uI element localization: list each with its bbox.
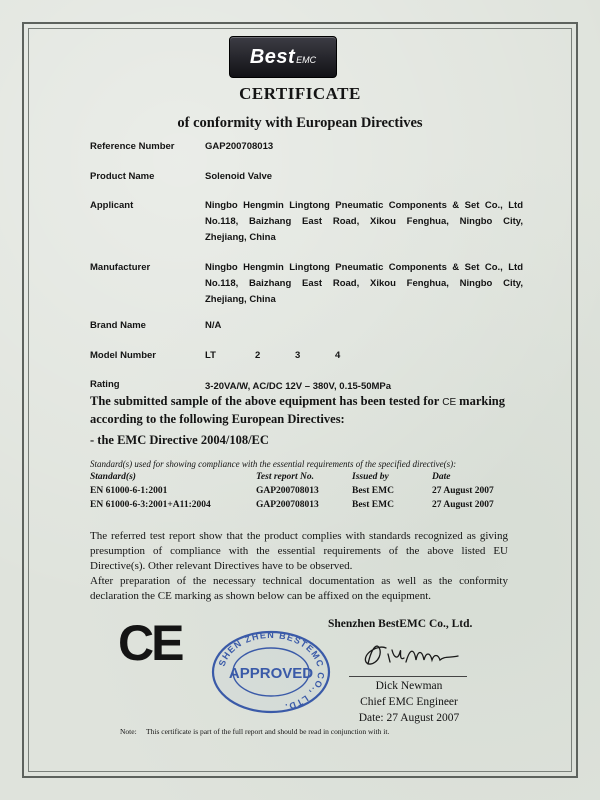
signature-scribble bbox=[360, 636, 470, 674]
tested-statement-line-2: according to the following European Directives: bbox=[90, 412, 345, 426]
model-number-value-2: 2 bbox=[255, 350, 261, 361]
conformity-line-5: declaration the CE marking as shown below can be affixed on the equipment. bbox=[90, 590, 431, 602]
certificate-note bbox=[120, 727, 389, 736]
manufacturer-line-1: Ningbo Hengmin Lingtong Pneumatic Components & Set Co., Ltd bbox=[205, 262, 523, 273]
conformity-line-1: The referred test report show that the product complies with standards recognized as giving bbox=[90, 530, 508, 542]
tested-statement-after: marking bbox=[459, 394, 505, 408]
certificate-subtitle: of conformity with European Directives bbox=[177, 115, 423, 131]
issuing-company: Shenzhen BestEMC Co., Ltd. bbox=[328, 618, 473, 630]
ce-inline-mark: CE bbox=[442, 397, 457, 408]
ce-mark-large: CE bbox=[118, 615, 182, 671]
logo-suffix: EMC bbox=[296, 55, 317, 65]
bestemc-logo bbox=[229, 36, 337, 78]
manufacturer-line-2: No.118, Baizhang East Road, Xikou Fenghua, Ningbo City, bbox=[205, 278, 523, 289]
note-text: This certificate is part of the full report and should be read in conjunction with it. bbox=[146, 727, 390, 736]
model-number-label: Model Number bbox=[90, 350, 156, 361]
applicant-line-2: No.118, Baizhang East Road, Xikou Fenghua, Ningbo City, bbox=[205, 216, 523, 227]
table-row-2-date: 27 August 2007 bbox=[432, 500, 494, 510]
signature-date: Date: 27 August 2007 bbox=[358, 712, 460, 724]
standards-intro: Standard(s) used for showing compliance with the essential requirements of the specified directive(s): bbox=[90, 459, 457, 469]
table-row-2-issued: Best EMC bbox=[352, 500, 394, 510]
table-row-1-issued: Best EMC bbox=[352, 486, 394, 496]
emc-directive: - the EMC Directive 2004/108/EC bbox=[90, 433, 269, 447]
applicant-label: Applicant bbox=[90, 200, 134, 211]
reference-number-label: Reference Number bbox=[90, 141, 175, 152]
rating-label: Rating bbox=[90, 379, 120, 390]
stamp-center-text: APPROVED bbox=[228, 665, 314, 682]
applicant-line-3: Zhejiang, China bbox=[205, 232, 276, 243]
brand-name-value: N/A bbox=[205, 320, 222, 331]
table-row-1-standard: EN 61000-6-1:2001 bbox=[90, 486, 168, 496]
model-number-value-1: LT bbox=[205, 350, 216, 361]
brand-name-label: Brand Name bbox=[90, 320, 146, 331]
certificate-title: CERTIFICATE bbox=[239, 84, 361, 103]
tested-statement-before: The submitted sample of the above equipment has been tested for bbox=[90, 394, 440, 408]
tested-statement-line-1 bbox=[90, 393, 505, 411]
signature-line bbox=[349, 676, 467, 677]
logo-brand: Best bbox=[249, 46, 296, 68]
note-label: Note: bbox=[120, 727, 137, 736]
approved-stamp bbox=[210, 630, 332, 714]
signatory-title: Chief EMC Engineer bbox=[360, 696, 458, 708]
conformity-line-4: After preparation of the necessary technical documentation as well as the conformity bbox=[90, 575, 508, 587]
model-number-value-4: 4 bbox=[335, 350, 341, 361]
model-number-value-3: 3 bbox=[295, 350, 301, 361]
conformity-line-2: presumption of compliance with the essential requirements of the above listed EU bbox=[90, 545, 508, 557]
product-name-label: Product Name bbox=[90, 171, 155, 182]
stamp-ring-text: SHEN ZHEN BESTEMC CO., LTD. bbox=[216, 630, 327, 713]
table-row-1-report: GAP200708013 bbox=[256, 486, 319, 496]
reference-number-value: GAP200708013 bbox=[205, 141, 274, 152]
table-row-2-report: GAP200708013 bbox=[256, 500, 319, 510]
table-row-2-standard: EN 61000-6-3:2001+A11:2004 bbox=[90, 500, 211, 510]
rating-value: 3-20VA/W, AC/DC 12V – 380V, 0.15-50MPa bbox=[205, 381, 392, 392]
table-header-report: Test report No. bbox=[256, 472, 314, 482]
manufacturer-line-3: Zhejiang, China bbox=[205, 294, 276, 305]
tested-statement bbox=[90, 393, 505, 428]
table-header-standards: Standard(s) bbox=[90, 472, 136, 482]
table-row-1-date: 27 August 2007 bbox=[432, 486, 494, 496]
table-header-date: Date bbox=[432, 472, 451, 482]
signatory-name: Dick Newman bbox=[375, 680, 443, 692]
product-name-value: Solenoid Valve bbox=[205, 171, 273, 182]
conformity-text bbox=[90, 529, 508, 604]
applicant-line-1: Ningbo Hengmin Lingtong Pneumatic Components & Set Co., Ltd bbox=[205, 200, 523, 211]
manufacturer-label: Manufacturer bbox=[90, 262, 151, 273]
conformity-line-3: Directive(s). Other relevant Directives have to be observed. bbox=[90, 560, 353, 572]
table-header-issued: Issued by bbox=[352, 472, 389, 482]
